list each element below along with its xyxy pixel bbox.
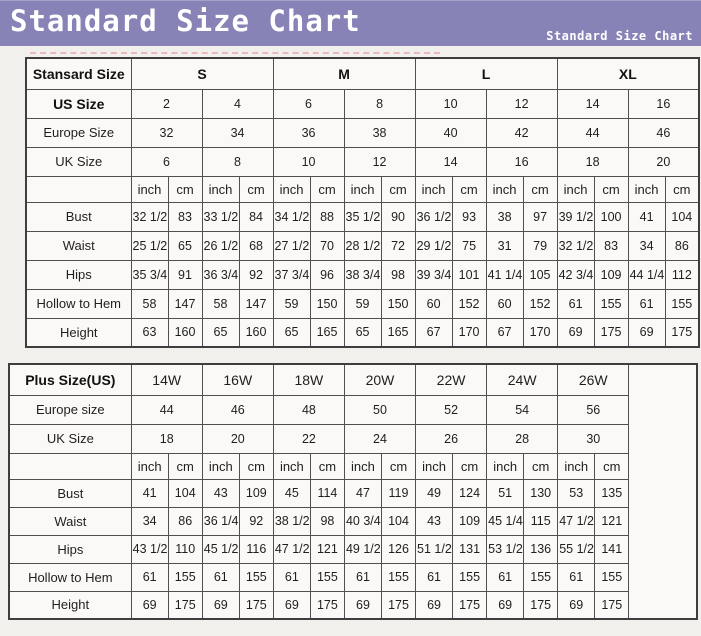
unit-cm-cell: cm (665, 176, 699, 202)
measurement-cell: 83 (594, 231, 628, 260)
measurement-cell: 47 1/2 (273, 535, 310, 563)
measurement-cell: 61 (558, 563, 595, 591)
size-value-cell: 16 (628, 89, 699, 118)
measurement-cell: 43 (416, 507, 453, 535)
row-label: Europe Size (26, 118, 131, 147)
measurement-cell: 68 (239, 231, 273, 260)
measurement-cell: 58 (202, 289, 239, 318)
measurement-cell: 53 1/2 (487, 535, 524, 563)
unit-cm-cell: cm (595, 453, 629, 479)
size-chart-table (8, 363, 698, 620)
size-value-cell: 16 (486, 147, 557, 176)
measurement-cell: 155 (310, 563, 344, 591)
measurement-cell: 34 (131, 507, 168, 535)
page-subtitle: Standard Size Chart (546, 29, 693, 43)
measurement-cell: 39 3/4 (415, 260, 452, 289)
size-value-cell: 40 (415, 118, 486, 147)
measurement-cell: 39 1/2 (557, 202, 594, 231)
measurement-cell: 91 (168, 260, 202, 289)
empty-column (629, 364, 697, 619)
measurement-cell: 152 (523, 289, 557, 318)
unit-inch-cell: inch (628, 176, 665, 202)
measurement-cell: 105 (523, 260, 557, 289)
measurement-cell: 69 (131, 591, 168, 619)
size-value-cell: 50 (344, 395, 415, 424)
measurement-cell: 141 (595, 535, 629, 563)
measurement-cell: 41 (628, 202, 665, 231)
measurement-cell: 170 (452, 318, 486, 347)
measurement-cell: 69 (558, 591, 595, 619)
unit-cm-cell: cm (524, 453, 558, 479)
measurement-cell: 92 (239, 260, 273, 289)
size-value-cell: 2 (131, 89, 202, 118)
row-label: Waist (9, 507, 131, 535)
measurement-cell: 55 1/2 (558, 535, 595, 563)
measurement-cell: 32 1/2 (557, 231, 594, 260)
measurement-cell: 59 (273, 289, 310, 318)
measurement-cell: 147 (168, 289, 202, 318)
size-value-cell: 36 (273, 118, 344, 147)
size-value-cell: 6 (131, 147, 202, 176)
unit-inch-cell: inch (202, 453, 239, 479)
plus-size-table (8, 363, 698, 620)
measurement-cell: 160 (239, 318, 273, 347)
size-value-cell: 48 (273, 395, 344, 424)
measurement-cell: 104 (665, 202, 699, 231)
measurement-cell: 41 1/4 (486, 260, 523, 289)
measurement-cell: 83 (168, 202, 202, 231)
size-value-cell: 12 (486, 89, 557, 118)
size-value-cell: 34 (202, 118, 273, 147)
size-value-cell: 20 (628, 147, 699, 176)
measurement-cell: 69 (557, 318, 594, 347)
measurement-cell: 96 (310, 260, 344, 289)
measurement-cell: 155 (239, 563, 273, 591)
unit-cm-cell: cm (310, 453, 344, 479)
row-label: Hips (26, 260, 131, 289)
measurement-cell: 49 (416, 479, 453, 507)
measurement-cell: 34 (628, 231, 665, 260)
row-label: Height (26, 318, 131, 347)
measurement-cell: 51 (487, 479, 524, 507)
unit-inch-cell: inch (202, 176, 239, 202)
unit-cm-cell: cm (310, 176, 344, 202)
measurement-cell: 119 (381, 479, 415, 507)
measurement-cell: 175 (594, 318, 628, 347)
measurement-cell: 61 (202, 563, 239, 591)
measurement-cell: 61 (628, 289, 665, 318)
measurement-cell: 29 1/2 (415, 231, 452, 260)
unit-row-blank (9, 453, 131, 479)
size-group-cell: 14W (131, 364, 202, 395)
measurement-cell: 61 (344, 563, 381, 591)
row-label: US Size (26, 89, 131, 118)
measurement-cell: 104 (168, 479, 202, 507)
unit-cm-cell: cm (381, 453, 415, 479)
size-value-cell: 42 (486, 118, 557, 147)
measurement-cell: 69 (487, 591, 524, 619)
measurement-cell: 175 (524, 591, 558, 619)
measurement-cell: 65 (344, 318, 381, 347)
size-value-cell: 46 (202, 395, 273, 424)
row-label: Hollow to Hem (9, 563, 131, 591)
measurement-cell: 35 3/4 (131, 260, 168, 289)
unit-cm-cell: cm (381, 176, 415, 202)
measurement-cell: 36 1/2 (415, 202, 452, 231)
measurement-cell: 155 (594, 289, 628, 318)
measurement-cell: 69 (628, 318, 665, 347)
measurement-cell: 61 (416, 563, 453, 591)
standard-size-table (25, 57, 695, 348)
measurement-cell: 27 1/2 (273, 231, 310, 260)
measurement-cell: 86 (665, 231, 699, 260)
size-value-cell: 6 (273, 89, 344, 118)
measurement-cell: 53 (558, 479, 595, 507)
row-label: UK Size (9, 424, 131, 453)
size-value-cell: 18 (557, 147, 628, 176)
measurement-cell: 124 (453, 479, 487, 507)
measurement-cell: 60 (415, 289, 452, 318)
size-value-cell: 38 (344, 118, 415, 147)
measurement-cell: 79 (523, 231, 557, 260)
size-value-cell: 4 (202, 89, 273, 118)
measurement-cell: 100 (594, 202, 628, 231)
measurement-cell: 47 (344, 479, 381, 507)
measurement-cell: 67 (415, 318, 452, 347)
measurement-cell: 65 (202, 318, 239, 347)
measurement-cell: 69 (273, 591, 310, 619)
measurement-cell: 61 (557, 289, 594, 318)
measurement-cell: 38 (486, 202, 523, 231)
row-label: UK Size (26, 147, 131, 176)
measurement-cell: 43 1/2 (131, 535, 168, 563)
measurement-cell: 147 (239, 289, 273, 318)
size-chart-table (25, 57, 700, 348)
measurement-cell: 155 (524, 563, 558, 591)
measurement-cell: 165 (381, 318, 415, 347)
size-value-cell: 14 (557, 89, 628, 118)
size-value-cell: 30 (558, 424, 629, 453)
measurement-cell: 175 (381, 591, 415, 619)
measurement-cell: 67 (486, 318, 523, 347)
measurement-cell: 47 1/2 (558, 507, 595, 535)
measurement-cell: 175 (239, 591, 273, 619)
unit-inch-cell: inch (557, 176, 594, 202)
measurement-cell: 84 (239, 202, 273, 231)
measurement-cell: 45 (273, 479, 310, 507)
measurement-cell: 131 (453, 535, 487, 563)
measurement-cell: 155 (665, 289, 699, 318)
row-label: Hollow to Hem (26, 289, 131, 318)
measurement-cell: 115 (524, 507, 558, 535)
unit-inch-cell: inch (416, 453, 453, 479)
size-value-cell: 44 (557, 118, 628, 147)
measurement-cell: 45 1/2 (202, 535, 239, 563)
size-value-cell: 28 (487, 424, 558, 453)
measurement-cell: 61 (131, 563, 168, 591)
measurement-cell: 40 3/4 (344, 507, 381, 535)
size-group-cell: 26W (558, 364, 629, 395)
measurement-cell: 33 1/2 (202, 202, 239, 231)
measurement-cell: 42 3/4 (557, 260, 594, 289)
size-value-cell: 26 (416, 424, 487, 453)
measurement-cell: 32 1/2 (131, 202, 168, 231)
unit-inch-cell: inch (486, 176, 523, 202)
unit-row-blank (26, 176, 131, 202)
measurement-cell: 59 (344, 289, 381, 318)
measurement-cell: 35 1/2 (344, 202, 381, 231)
measurement-cell: 92 (239, 507, 273, 535)
measurement-cell: 175 (595, 591, 629, 619)
measurement-cell: 160 (168, 318, 202, 347)
size-value-cell: 10 (273, 147, 344, 176)
unit-inch-cell: inch (273, 176, 310, 202)
measurement-cell: 109 (594, 260, 628, 289)
measurement-cell: 121 (595, 507, 629, 535)
measurement-cell: 112 (665, 260, 699, 289)
measurement-cell: 58 (131, 289, 168, 318)
measurement-cell: 116 (239, 535, 273, 563)
measurement-cell: 155 (453, 563, 487, 591)
row-label: Bust (26, 202, 131, 231)
measurement-cell: 60 (486, 289, 523, 318)
measurement-cell: 69 (416, 591, 453, 619)
unit-cm-cell: cm (239, 176, 273, 202)
size-value-cell: 56 (558, 395, 629, 424)
page-title: Standard Size Chart (10, 4, 361, 38)
size-value-cell: 20 (202, 424, 273, 453)
size-value-cell: 10 (415, 89, 486, 118)
measurement-cell: 130 (524, 479, 558, 507)
row-label: Waist (26, 231, 131, 260)
pink-dashed-line (30, 52, 440, 54)
size-group-cell: 18W (273, 364, 344, 395)
measurement-cell: 175 (310, 591, 344, 619)
measurement-cell: 121 (310, 535, 344, 563)
measurement-cell: 36 3/4 (202, 260, 239, 289)
unit-inch-cell: inch (131, 453, 168, 479)
measurement-cell: 61 (273, 563, 310, 591)
unit-cm-cell: cm (452, 176, 486, 202)
measurement-cell: 98 (381, 260, 415, 289)
measurement-cell: 109 (239, 479, 273, 507)
table-header-label: Plus Size(US) (9, 364, 131, 395)
unit-inch-cell: inch (344, 453, 381, 479)
unit-inch-cell: inch (487, 453, 524, 479)
measurement-cell: 155 (381, 563, 415, 591)
measurement-cell: 114 (310, 479, 344, 507)
unit-cm-cell: cm (168, 176, 202, 202)
size-value-cell: 8 (344, 89, 415, 118)
measurement-cell: 110 (168, 535, 202, 563)
measurement-cell: 49 1/2 (344, 535, 381, 563)
measurement-cell: 45 1/4 (487, 507, 524, 535)
unit-inch-cell: inch (273, 453, 310, 479)
measurement-cell: 135 (595, 479, 629, 507)
unit-inch-cell: inch (415, 176, 452, 202)
size-value-cell: 44 (131, 395, 202, 424)
measurement-cell: 152 (452, 289, 486, 318)
measurement-cell: 41 (131, 479, 168, 507)
unit-cm-cell: cm (168, 453, 202, 479)
measurement-cell: 86 (168, 507, 202, 535)
size-value-cell: 12 (344, 147, 415, 176)
measurement-cell: 155 (595, 563, 629, 591)
size-group-cell: S (131, 58, 273, 89)
measurement-cell: 170 (523, 318, 557, 347)
measurement-cell: 104 (381, 507, 415, 535)
measurement-cell: 43 (202, 479, 239, 507)
measurement-cell: 126 (381, 535, 415, 563)
size-value-cell: 52 (416, 395, 487, 424)
table-header-label: Stansard Size (26, 58, 131, 89)
size-group-cell: XL (557, 58, 699, 89)
measurement-cell: 90 (381, 202, 415, 231)
measurement-cell: 88 (310, 202, 344, 231)
size-value-cell: 46 (628, 118, 699, 147)
row-label: Europe size (9, 395, 131, 424)
unit-cm-cell: cm (239, 453, 273, 479)
measurement-cell: 44 1/4 (628, 260, 665, 289)
measurement-cell: 175 (665, 318, 699, 347)
measurement-cell: 97 (523, 202, 557, 231)
measurement-cell: 38 3/4 (344, 260, 381, 289)
size-value-cell: 24 (344, 424, 415, 453)
unit-cm-cell: cm (523, 176, 557, 202)
size-value-cell: 18 (131, 424, 202, 453)
measurement-cell: 25 1/2 (131, 231, 168, 260)
measurement-cell: 63 (131, 318, 168, 347)
size-value-cell: 14 (415, 147, 486, 176)
measurement-cell: 98 (310, 507, 344, 535)
unit-inch-cell: inch (558, 453, 595, 479)
measurement-cell: 165 (310, 318, 344, 347)
unit-inch-cell: inch (131, 176, 168, 202)
measurement-cell: 34 1/2 (273, 202, 310, 231)
measurement-cell: 36 1/4 (202, 507, 239, 535)
measurement-cell: 70 (310, 231, 344, 260)
row-label: Height (9, 591, 131, 619)
measurement-cell: 101 (452, 260, 486, 289)
measurement-cell: 28 1/2 (344, 231, 381, 260)
measurement-cell: 69 (202, 591, 239, 619)
size-value-cell: 22 (273, 424, 344, 453)
measurement-cell: 175 (168, 591, 202, 619)
measurement-cell: 72 (381, 231, 415, 260)
title-banner (0, 0, 701, 46)
measurement-cell: 38 1/2 (273, 507, 310, 535)
size-group-cell: M (273, 58, 415, 89)
measurement-cell: 75 (452, 231, 486, 260)
measurement-cell: 65 (168, 231, 202, 260)
size-group-cell: 16W (202, 364, 273, 395)
measurement-cell: 155 (168, 563, 202, 591)
row-label: Bust (9, 479, 131, 507)
size-group-cell: L (415, 58, 557, 89)
measurement-cell: 150 (381, 289, 415, 318)
size-value-cell: 8 (202, 147, 273, 176)
size-value-cell: 32 (131, 118, 202, 147)
measurement-cell: 109 (453, 507, 487, 535)
size-group-cell: 20W (344, 364, 415, 395)
measurement-cell: 51 1/2 (416, 535, 453, 563)
measurement-cell: 37 3/4 (273, 260, 310, 289)
measurement-cell: 175 (453, 591, 487, 619)
unit-inch-cell: inch (344, 176, 381, 202)
unit-cm-cell: cm (594, 176, 628, 202)
measurement-cell: 150 (310, 289, 344, 318)
measurement-cell: 69 (344, 591, 381, 619)
size-group-cell: 24W (487, 364, 558, 395)
size-group-cell: 22W (416, 364, 487, 395)
measurement-cell: 136 (524, 535, 558, 563)
measurement-cell: 26 1/2 (202, 231, 239, 260)
row-label: Hips (9, 535, 131, 563)
measurement-cell: 93 (452, 202, 486, 231)
measurement-cell: 65 (273, 318, 310, 347)
measurement-cell: 61 (487, 563, 524, 591)
size-value-cell: 54 (487, 395, 558, 424)
unit-cm-cell: cm (453, 453, 487, 479)
measurement-cell: 31 (486, 231, 523, 260)
